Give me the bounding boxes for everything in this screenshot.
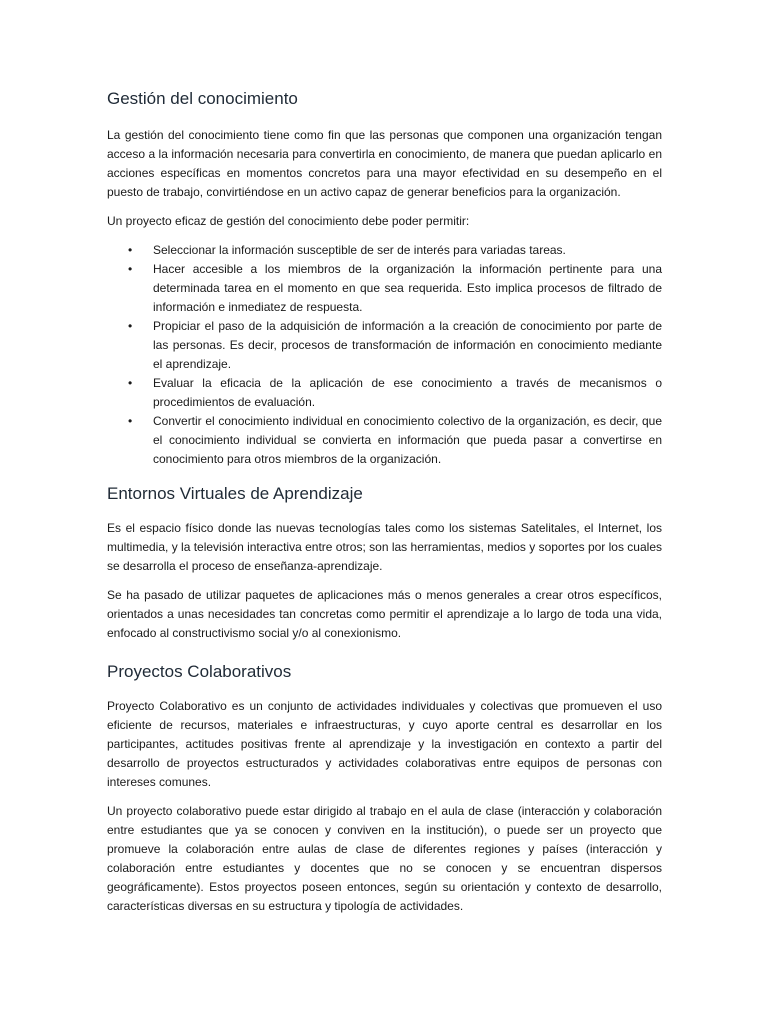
bullet-icon: • xyxy=(128,243,133,257)
document-page xyxy=(107,88,662,916)
list-item xyxy=(107,260,662,317)
list-item xyxy=(107,412,662,469)
list-item-text: Propiciar el paso de la adquisición de información a la creación de conocimiento por parte de las personas. Es decir, procesos de transformación de información en conocimiento mediante el aprendizaje. xyxy=(153,319,662,371)
paragraph: Proyecto Colaborativo es un conjunto de actividades individuales y colectivas que promueven el uso eficiente de recursos, materiales e infraestructuras, y cuyo aporte central es desarrollar en los participantes, actitudes positivas frente al aprendizaje y la investigación en contexto a partir del desarrollo de proyectos estructurados y actividades colaborativas entre equipos de personas con intereses comunes. xyxy=(107,699,662,789)
section-title-entornos: Entornos Virtuales de Aprendizaje xyxy=(107,484,363,503)
bullet-icon: • xyxy=(128,262,133,276)
paragraph: Un proyecto colaborativo puede estar dirigido al trabajo en el aula de clase (interacción y colaboración entre estudiantes que ya se conocen y conviven en la institución), o puede ser un proyecto que promueve la colaboración entre aulas de clase de diferentes regiones y países (interacción y colaboración entre estudiantes y docentes que no se conocen y se encuentran dispersos geográficamente). Estos proyectos poseen entonces, según su orientación y contexto de desarrollo, características diversas en su estructura y tipología de actividades. xyxy=(107,804,662,913)
list-item-text: Hacer accesible a los miembros de la organización la información pertinente para una determinada tarea en el momento en que sea requerida. Esto implica procesos de filtrado de información e inmediatez de respuesta. xyxy=(153,262,662,314)
bullet-icon: • xyxy=(128,414,133,428)
section-title-proyectos: Proyectos Colaborativos xyxy=(107,662,292,681)
list-item-text: Seleccionar la información susceptible de ser de interés para variadas tareas. xyxy=(153,243,566,257)
list-item-text: Evaluar la eficacia de la aplicación de ese conocimiento a través de mecanismos o procedimientos de evaluación. xyxy=(153,376,662,409)
paragraph: Es el espacio físico donde las nuevas tecnologías tales como los sistemas Satelitales, el Internet, los multimedia, y la televisión interactiva entre otros; son las herramientas, medios y soportes por los cuales se desarrolla el proceso de enseñanza-aprendizaje. xyxy=(107,521,662,573)
paragraph: Un proyecto eficaz de gestión del conocimiento debe poder permitir: xyxy=(107,214,470,228)
paragraph: La gestión del conocimiento tiene como fin que las personas que componen una organización tengan acceso a la información necesaria para convertirla en conocimiento, de manera que puedan aplicarlo en acciones específicas en momentos concretos para una mayor efectividad en su desempeño en el puesto de trabajo, convirtiéndose en un activo capaz de generar beneficios para la organización. xyxy=(107,128,662,199)
list-item xyxy=(107,241,662,260)
list-item xyxy=(107,317,662,374)
bullet-icon: • xyxy=(128,319,133,333)
section-title-gestion: Gestión del conocimiento xyxy=(107,89,298,108)
bullet-icon: • xyxy=(128,376,133,390)
list-item-text: Convertir el conocimiento individual en conocimiento colectivo de la organización, es decir, que el conocimiento individual se convierta en información que pueda pasar a convertirse en conocimiento para otros miembros de la organización. xyxy=(153,414,662,466)
paragraph: Se ha pasado de utilizar paquetes de aplicaciones más o menos generales a crear otros específicos, orientados a unas necesidades tan concretas como permitir el aprendizaje a lo largo de toda una vida, enfocado al constructivismo social y/o al conexionismo. xyxy=(107,588,662,640)
bullet-list xyxy=(107,241,662,469)
list-item xyxy=(107,374,662,412)
